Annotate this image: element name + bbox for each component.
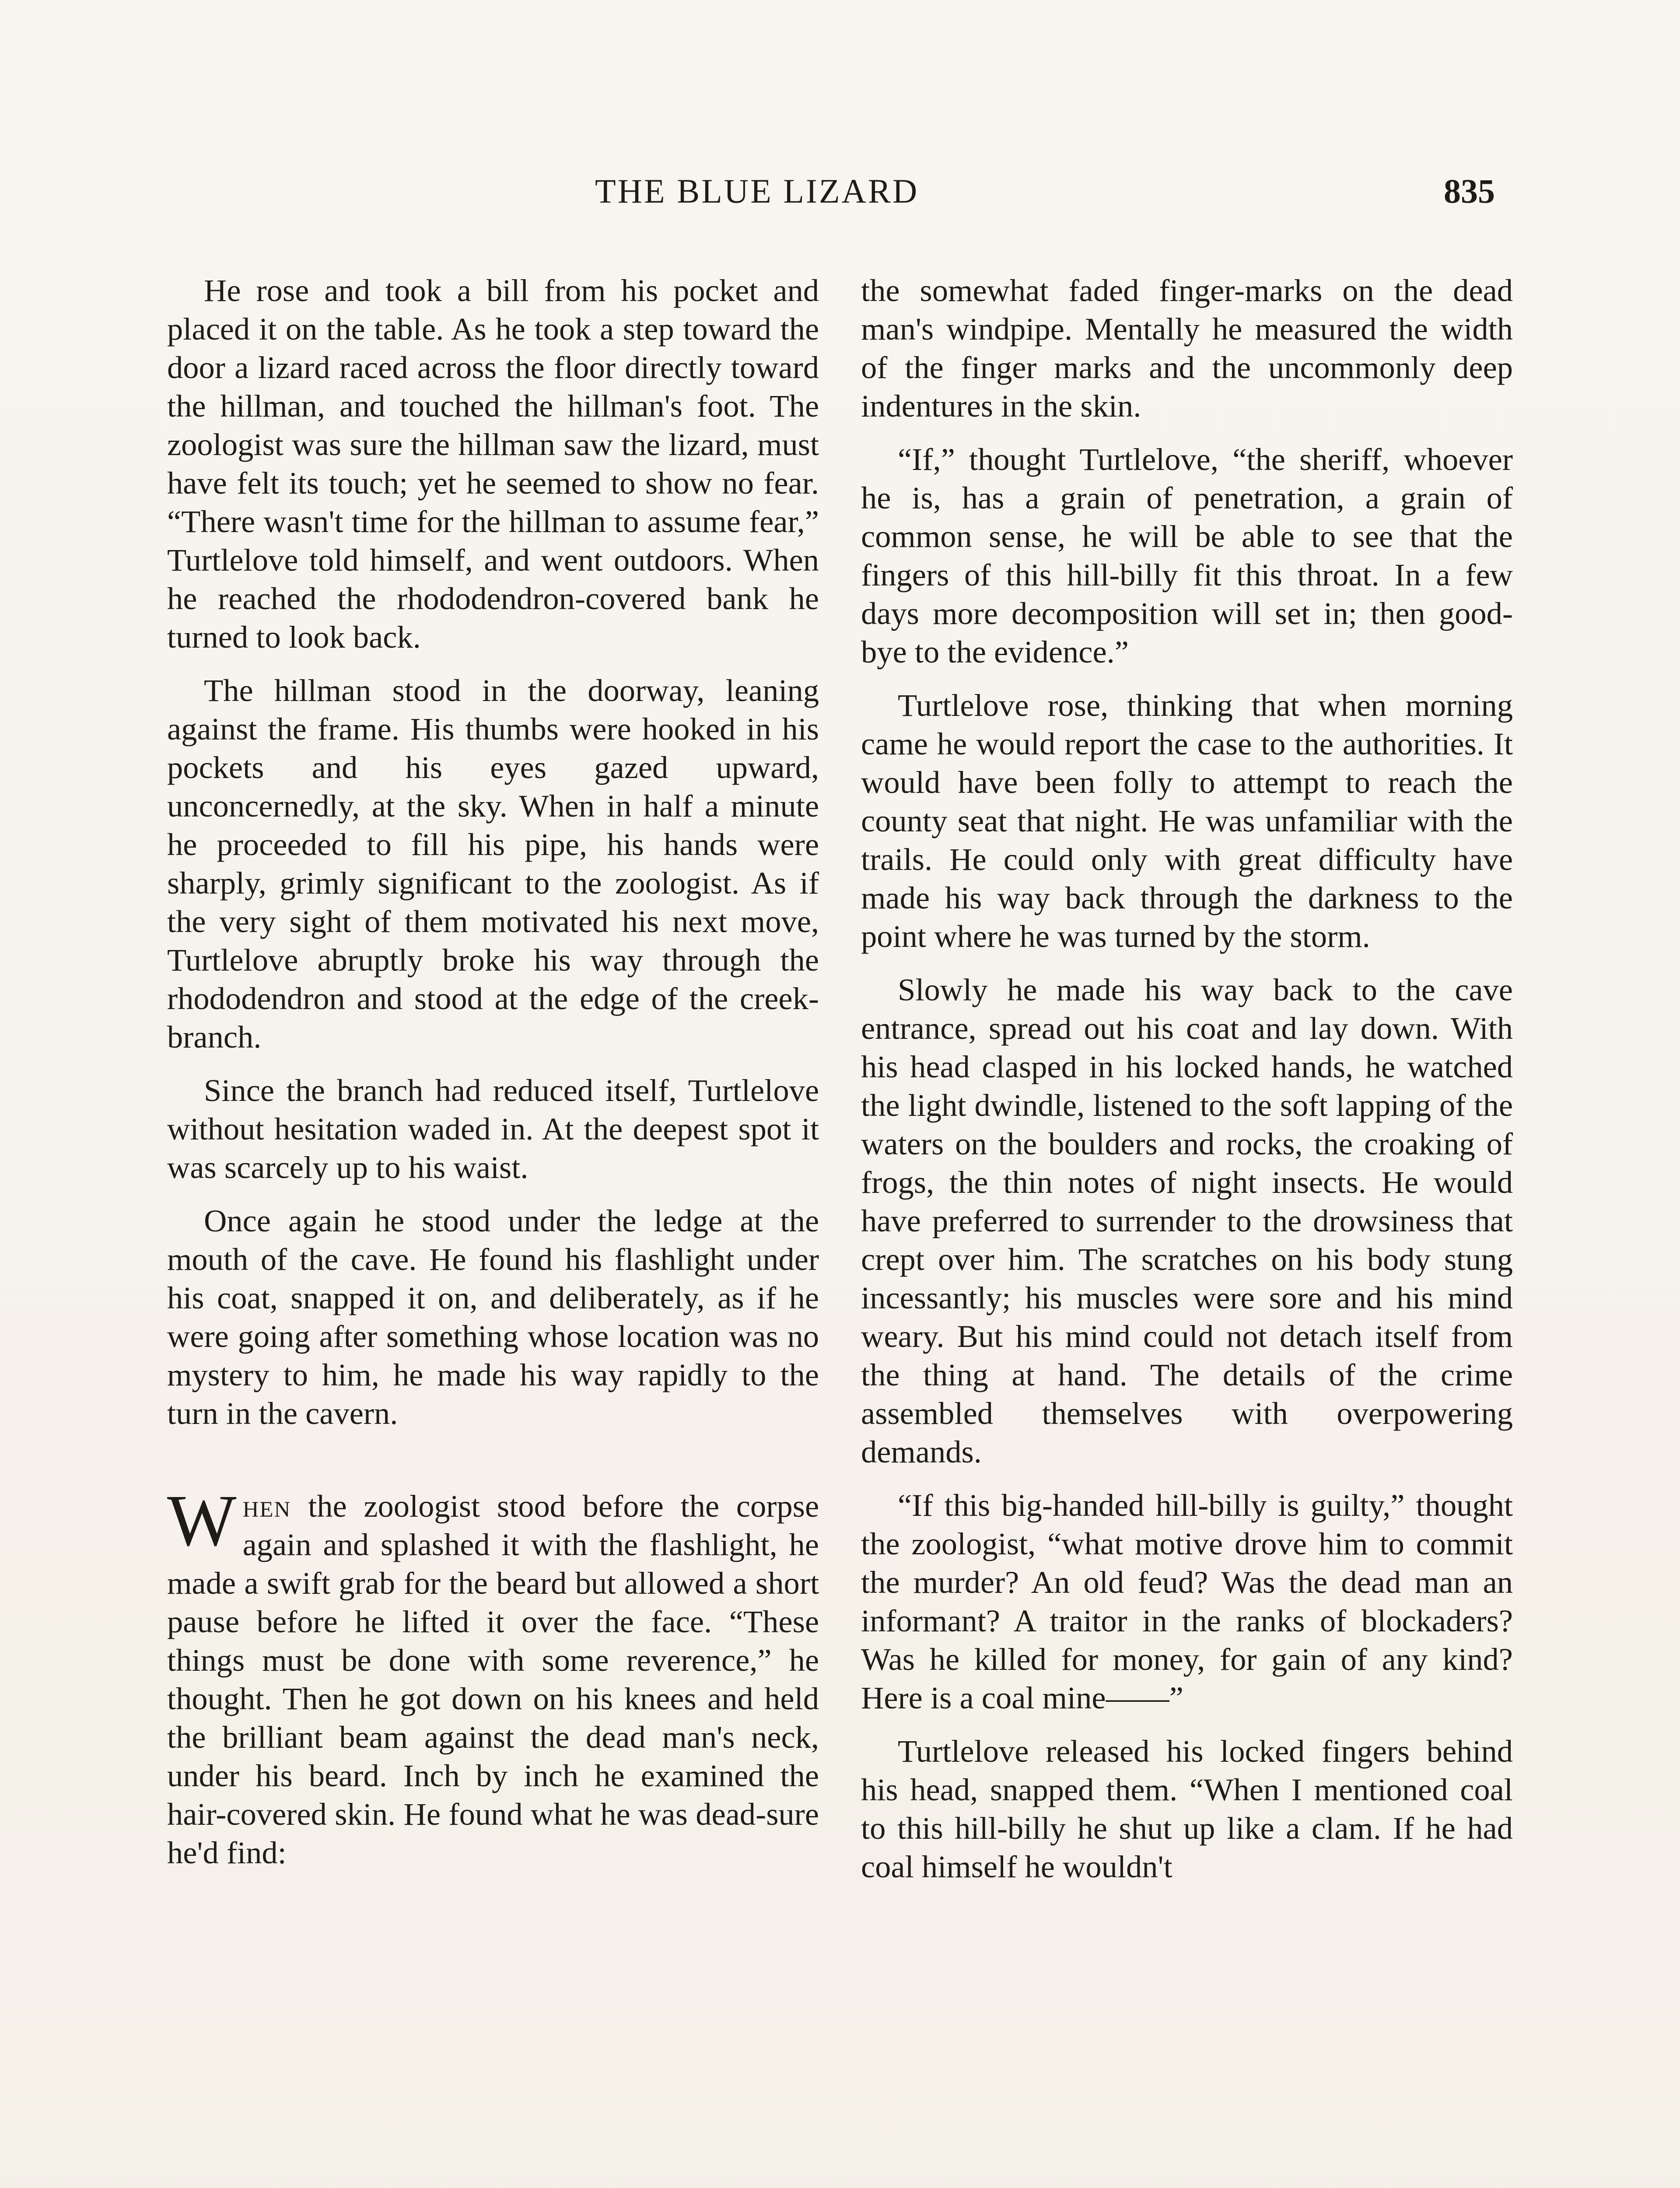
paragraph: Turtlelove rose, thinking that when morning came he would report the case to the authorities. It would have been folly to attempt to reach the county seat that night. He was unfamiliar with the trails. He could only with great difficulty have made his way back through the darkness to the point where he was turned by the storm. [861, 687, 1513, 954]
page-number: 835 [1444, 172, 1495, 210]
paragraph: Slowly he made his way back to the cave entrance, spread out his coat and lay down. With his head clasped in his locked hands, he watched the light dwindle, listened to the soft lapping of the waters on the boulders and rocks, the croaking of frogs, the thin notes of night insects. He would have preferred to surrender to the drowsiness that crept over him. The scratches on his body stung incessantly; his muscles were sore and his mind weary. But his mind could not detach itself from the thing at hand. The details of the crime assembled themselves with overpowering demands. [861, 972, 1513, 1469]
paragraph: The hillman stood in the doorway, leaning against the frame. His thumbs were hooked in his pockets and his eyes gazed upward, unconcernedly, at the sky. When in half a minute he proceeded to fill his pipe, his hands were sharply, grimly significant to the zoologist. As if the very sight of them motivated his next move, Turtlelove abruptly broke his way through the rhododendron and stood at the edge of the creek-branch. [167, 673, 819, 1055]
small-caps-lead: hen [242, 1488, 291, 1524]
paragraph: “If this big-handed hill-billy is guilty,” thought the zoologist, “what motive drove him to commit the murder? An old feud? Was the dead man an informant? A traitor in the ranks of blockaders? Was he killed for money, for gain of any kind? Here is a coal mine——” [861, 1487, 1513, 1715]
continued-paragraph: the somewhat faded finger-marks on the dead man's windpipe. Mentally he measured the width of the finger marks and the uncommonly deep indentures in the skin. [861, 273, 1513, 424]
paragraph-text: the zoologist stood before the corpse again and splashed it with the flashlight, he made a swift grab for the beard but allowed a short pause before he lifted it over the face. “These things must be done with some reverence,” he thought. Then he got down on his knees and held the brilliant beam against the dead man's neck, under his beard. Inch by inch he examined the hair-covered skin. He found what he was dead-sure he'd find: [167, 1488, 819, 1870]
section-break [167, 1448, 819, 1487]
section-opening-paragraph [167, 1480, 819, 1872]
left-column [167, 271, 819, 1887]
paragraph: Turtlelove released his locked fingers behind his head, snapped them. “When I mentioned coal to this hill-billy he shut up like a clam. If he had coal himself he wouldn't [861, 1733, 1513, 1884]
paragraph: He rose and took a bill from his pocket and placed it on the table. As he took a step toward the door a lizard raced across the floor directly toward the hillman, and touched the hillman's foot. The zoologist was sure the hillman saw the lizard, must have felt its touch; yet he seemed to show no fear. “There wasn't time for the hillman to assume fear,” Turtlelove told himself, and went outdoors. When he reached the rhododendron-covered bank he turned to look back. [167, 273, 819, 655]
right-column [861, 271, 1513, 1901]
paragraph: Since the branch had reduced itself, Turtlelove without hesitation waded in. At the deepest spot it was scarcely up to his waist. [167, 1073, 819, 1185]
running-title: THE BLUE LIZARD [595, 172, 919, 210]
paragraph: “If,” thought Turtlelove, “the sheriff, whoever he is, has a grain of penetration, a grain of common sense, he will be able to see that the fingers of this hill-billy fit this throat. In a few days more decomposition will set in; then good-bye to the evidence.” [861, 442, 1513, 670]
drop-cap: W [167, 1480, 237, 1561]
paragraph: Once again he stood under the ledge at the mouth of the cave. He found his flashlight under his coat, snapped it on, and deliberately, as if he were going after something whose location was no mystery to him, he made his way rapidly to the turn in the cavern. [167, 1203, 819, 1431]
